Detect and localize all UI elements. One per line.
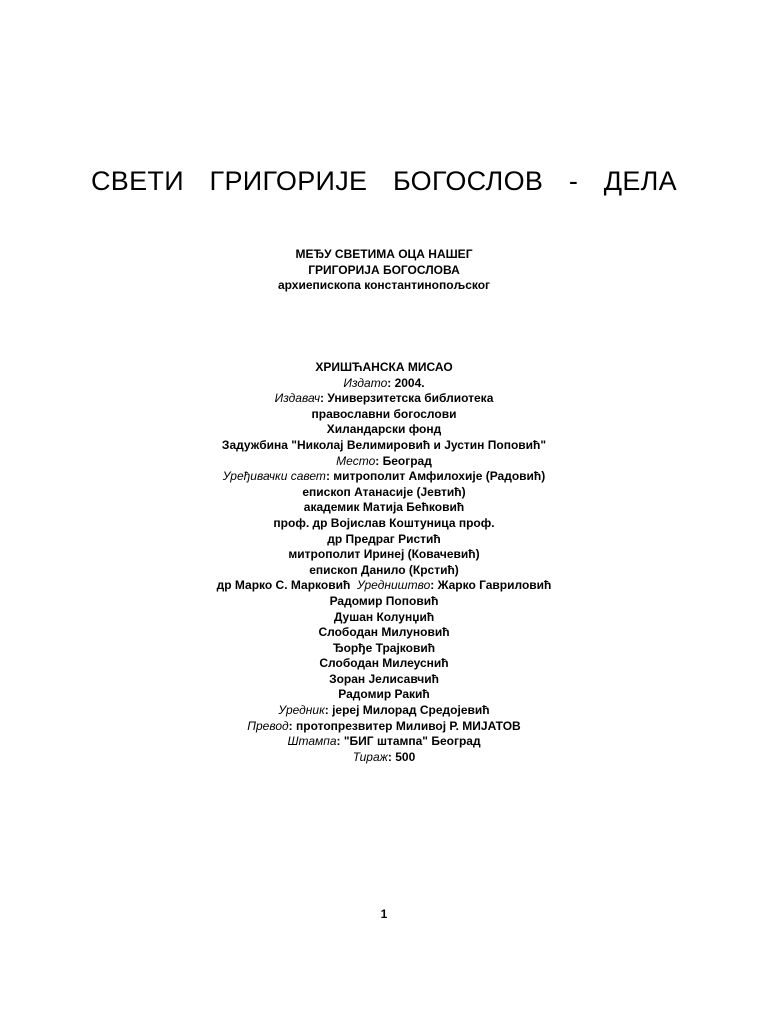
title-word-4: ДЕЛА [603, 165, 677, 196]
editorial-member: Зоран Јелисавчић [329, 671, 439, 686]
subtitle-line-2: ГРИГОРИЈА БОГОСЛОВА [308, 262, 460, 277]
print-run-label: Тираж [352, 749, 388, 764]
editorial-member: Душан Колунџић [333, 609, 435, 624]
board-member: академик Матија Бећковић [303, 500, 465, 515]
title-word-1: СВЕТИ [91, 165, 184, 196]
print-label: Штампа [287, 734, 337, 749]
title-word-2: ГРИГОРИЈЕ [209, 165, 368, 196]
board-member: митрополит Иринеј (Ковачевић) [288, 547, 480, 562]
editorial-member: Ђорђе Трајковић [332, 640, 436, 655]
editorial-member: Радомир Ракић [338, 687, 430, 702]
translation-value: : протопрезвитер Миливој Р. МИЈАТОВ [288, 718, 521, 733]
series-title: ХРИШЋАНСКА МИСАО [315, 360, 453, 374]
editor-label: Уредник [278, 703, 325, 718]
place-value: : Београд [375, 453, 432, 468]
page-number: 1 [380, 907, 388, 921]
publisher-line-4: Задужбина "Николај Велимировић и Јустин Поповић" [221, 437, 547, 452]
board-member: епископ Данило (Крстић) [309, 562, 459, 577]
title-word-3: БОГОСЛОВ [392, 165, 544, 196]
document-title [91, 164, 677, 198]
publisher-value: : Универзитетска библиотека [320, 391, 494, 406]
print-value: : "БИГ штампа" Београд [336, 734, 481, 749]
place-label: Место [336, 453, 376, 468]
place-line [0, 454, 768, 470]
board-member: др Предраг Ристић [327, 531, 441, 546]
subtitle-line-3: архиепископа константинопољског [277, 278, 491, 292]
subtitle-line-1: МЕЂУ СВЕТИМА ОЦА НАШЕГ [295, 247, 473, 261]
board-member: епископ Атанасије (Јевтић) [302, 484, 466, 499]
published-label: Издато [343, 375, 388, 390]
editor-line [0, 703, 768, 719]
editorial-line [0, 578, 768, 594]
editorial-label: Уредништво [356, 578, 431, 593]
board-label: Уређивачки савет [222, 469, 326, 484]
publisher-line-2: православни богослови [311, 406, 457, 421]
publication-details [0, 360, 768, 765]
print-run-value: : 500 [387, 749, 416, 764]
print-line [0, 734, 768, 750]
board-line [0, 469, 768, 485]
editorial-value: : Жарко Гавриловић [430, 578, 552, 593]
publisher-line [0, 391, 768, 407]
title-dash: - [568, 165, 579, 196]
translation-label: Превод [247, 718, 289, 733]
print-run-line [0, 750, 768, 766]
published-value: : 2004. [387, 375, 425, 390]
subtitle-block [0, 247, 768, 294]
board-value: : митрополит Амфилохије (Радовић) [325, 469, 546, 484]
publisher-line-3: Хиландарски фонд [326, 422, 442, 437]
editor-value: : јереј Милорад Средојевић [324, 703, 490, 718]
board-member: проф. др Војислав Коштуница проф. [273, 515, 495, 530]
editorial-member: Радомир Поповић [329, 593, 439, 608]
last-board-member: др Марко С. Марковић [216, 578, 351, 593]
translation-line [0, 719, 768, 735]
published-line [0, 376, 768, 392]
editorial-member: Слободан Милуновић [318, 625, 450, 640]
publisher-label: Издавач [274, 391, 321, 406]
editorial-member: Слободан Милеуснић [319, 656, 449, 671]
